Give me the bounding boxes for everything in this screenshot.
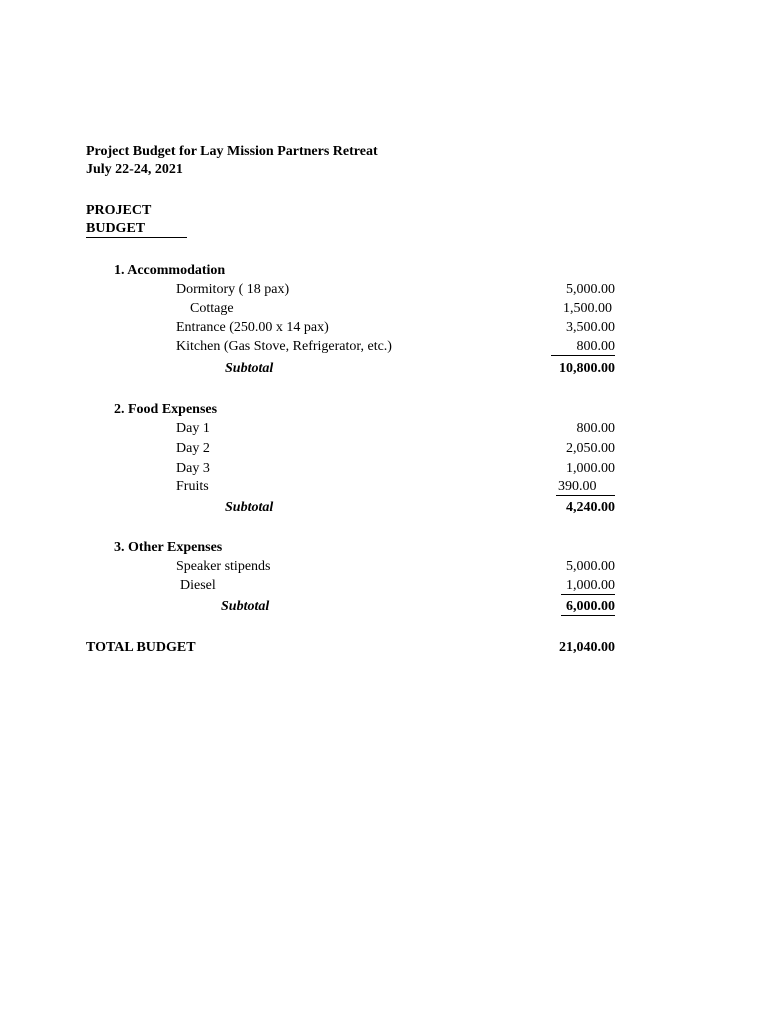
document-date: July 22-24, 2021 (86, 162, 183, 177)
item-label: Speaker stipends (176, 559, 271, 574)
item-amount: 1,000.00 (566, 461, 615, 476)
item-amount: 800.00 (576, 421, 615, 436)
item-amount: 5,000.00 (566, 282, 615, 297)
subtotal-label: Subtotal (221, 599, 270, 614)
subtotal-rule (551, 355, 615, 356)
item-label: Entrance (250.00 x 14 pax) (176, 320, 329, 335)
subtotal-underline (561, 615, 615, 616)
item-label: Dormitory ( 18 pax) (176, 282, 290, 297)
subtotal-amount: 6,000.00 (566, 599, 615, 614)
budget-heading-underline (86, 237, 187, 238)
item-label: Diesel (180, 578, 216, 593)
subtotal-rule (556, 495, 615, 496)
item-amount: 800.00 (576, 339, 615, 354)
item-amount: 2,050.00 (566, 441, 615, 456)
item-label: Cottage (190, 301, 234, 316)
total-amount: 21,040.00 (559, 640, 615, 655)
item-label: Day 1 (176, 421, 210, 436)
item-label: Fruits (176, 479, 209, 494)
item-label: Kitchen (Gas Stove, Refrigerator, etc.) (176, 339, 392, 354)
item-amount: 3,500.00 (566, 320, 615, 335)
subtotal-rule (561, 594, 615, 595)
item-amount: 1,500.00 (563, 301, 612, 316)
subtotal-label: Subtotal (225, 361, 274, 376)
section-heading-other: 3. Other Expenses (114, 540, 223, 555)
subtotal-label: Subtotal (225, 500, 274, 515)
subtotal-amount: 4,240.00 (566, 500, 615, 515)
total-label: TOTAL BUDGET (86, 640, 196, 655)
budget-heading: BUDGET (86, 221, 146, 236)
subtotal-amount: 10,800.00 (559, 361, 615, 376)
section-heading-accommodation: 1. Accommodation (114, 263, 226, 278)
item-label: Day 2 (176, 441, 210, 456)
item-amount: 5,000.00 (566, 559, 615, 574)
item-amount: 390.00 (558, 479, 597, 494)
item-label: Day 3 (176, 461, 210, 476)
project-heading: PROJECT (86, 203, 152, 218)
item-amount: 1,000.00 (566, 578, 615, 593)
section-heading-food: 2. Food Expenses (114, 402, 218, 417)
document-title: Project Budget for Lay Mission Partners Retreat (86, 144, 378, 159)
